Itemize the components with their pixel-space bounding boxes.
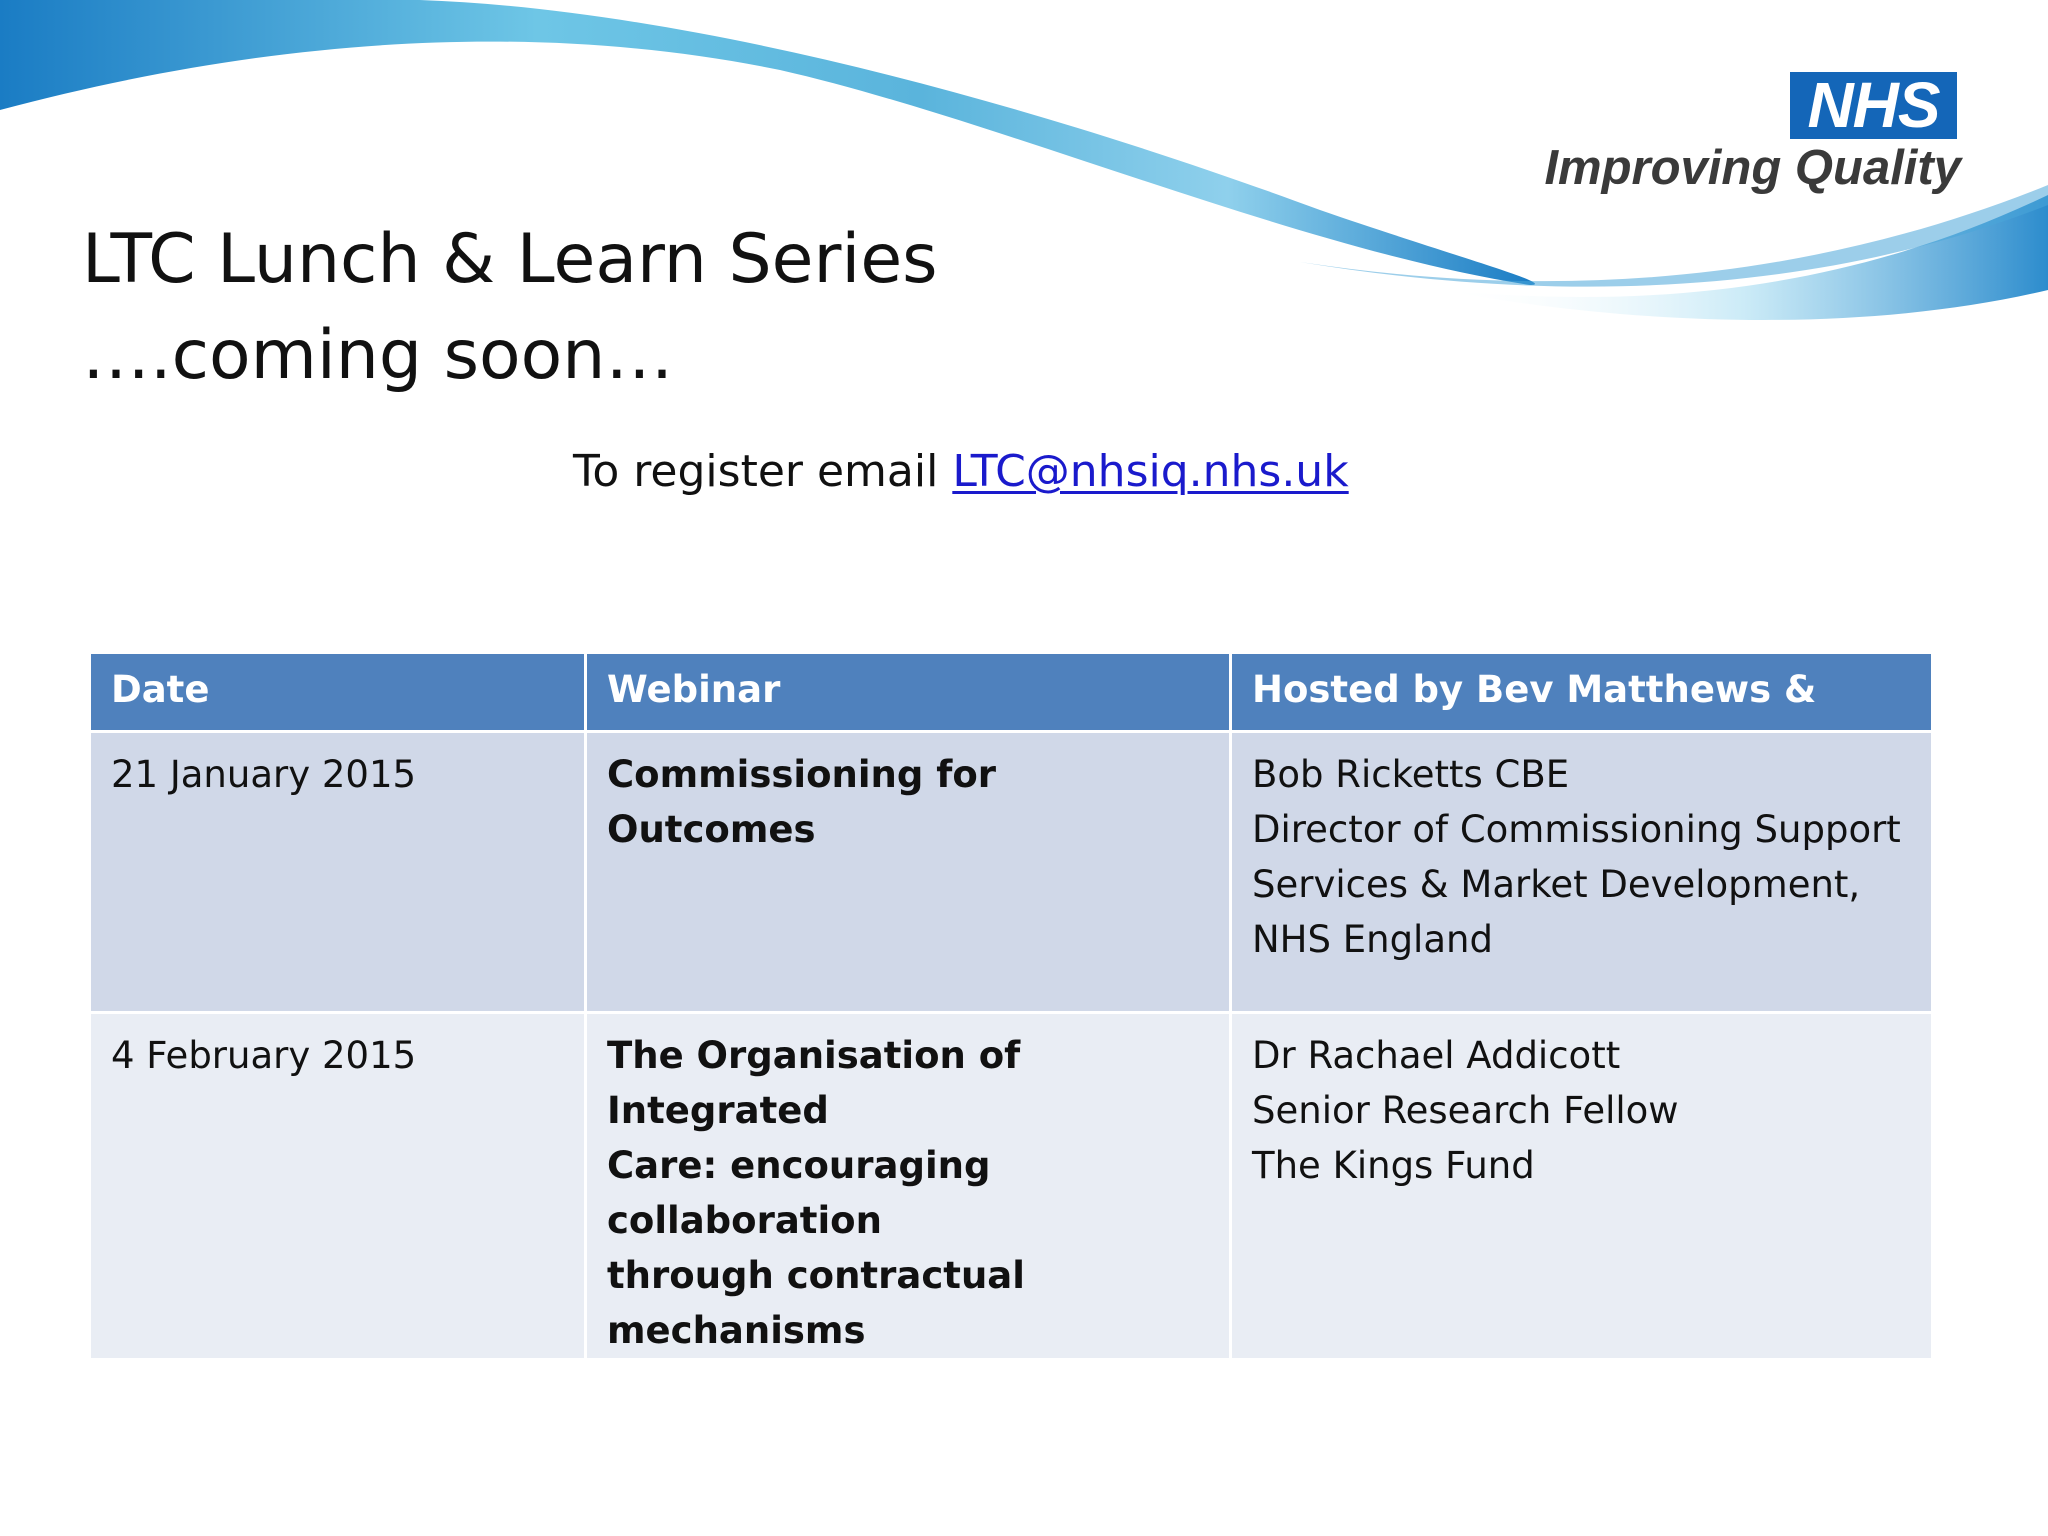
nhs-logo: NHS (1790, 72, 1957, 139)
register-prefix: To register email (573, 446, 953, 497)
register-instruction (573, 446, 1349, 497)
table-row (90, 732, 1933, 1013)
host-line: NHS England (1252, 918, 1493, 961)
slide-title (82, 212, 938, 404)
slide-title-line-2: ….coming soon… (82, 316, 674, 395)
host-line: Dr Rachael Addicott (1252, 1034, 1621, 1077)
cell-host (1231, 1013, 1933, 1360)
webinar-line: Care: encouraging collaboration (607, 1144, 991, 1242)
table-header-row (90, 653, 1933, 732)
host-line: Senior Research Fellow (1252, 1089, 1679, 1132)
host-line: Director of Commissioning Support (1252, 808, 1901, 851)
cell-webinar (586, 1013, 1231, 1360)
cell-host (1231, 732, 1933, 1013)
nhs-tagline: Improving Quality (1544, 141, 1961, 195)
host-line: Services & Market Development, (1252, 863, 1861, 906)
webinar-line: The Organisation of Integrated (607, 1034, 1021, 1132)
webinar-line: Commissioning for Outcomes (607, 753, 997, 851)
webinar-schedule-table (88, 651, 1934, 1361)
cell-webinar (586, 732, 1231, 1013)
header-webinar: Webinar (586, 653, 1231, 732)
header-hosted-by: Hosted by Bev Matthews & (1231, 653, 1933, 732)
cell-date: 4 February 2015 (90, 1013, 586, 1360)
webinar-line: mechanisms (607, 1309, 866, 1352)
slide-title-line-1: LTC Lunch & Learn Series (82, 220, 938, 299)
host-line: The Kings Fund (1252, 1144, 1535, 1187)
host-line: Bob Ricketts CBE (1252, 753, 1570, 796)
webinar-line: through contractual (607, 1254, 1025, 1297)
header-date: Date (90, 653, 586, 732)
cell-date: 21 January 2015 (90, 732, 586, 1013)
register-email-link[interactable]: LTC@nhsiq.nhs.uk (952, 446, 1349, 497)
table-row (90, 1013, 1933, 1360)
